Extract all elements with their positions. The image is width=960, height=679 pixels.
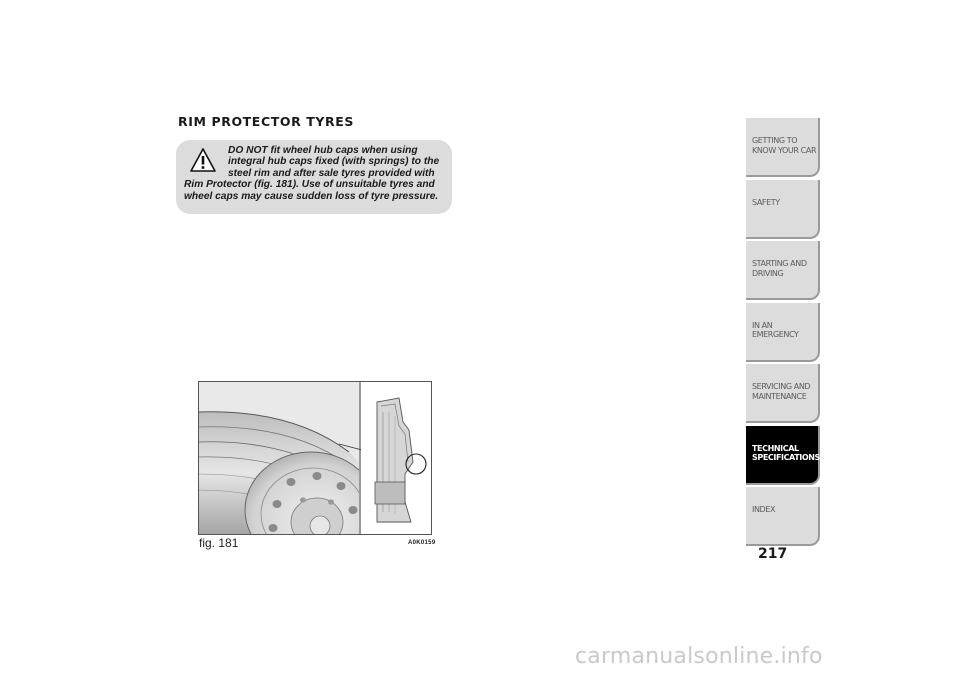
tab-in-an-emergency[interactable]: IN AN EMERGENCY: [746, 303, 820, 362]
tab-safety[interactable]: SAFETY: [746, 180, 820, 239]
watermark-text: carmanualsonline.info: [575, 644, 823, 669]
warning-text: [184, 145, 446, 202]
tyre-illustration: [199, 382, 431, 534]
figure-code: A0K0159: [408, 540, 436, 546]
tab-index[interactable]: INDEX: [746, 487, 820, 546]
section-heading: RIM PROTECTOR TYRES: [178, 114, 354, 129]
tab-technical-specifications[interactable]: TECHNICAL SPECIFICATIONS: [746, 426, 820, 485]
tab-servicing-and-maintenance[interactable]: SERVICING AND MAINTENANCE: [746, 364, 820, 423]
warning-lead: DO NOT: [228, 145, 268, 156]
tab-getting-to-know-your-car[interactable]: GETTING TO KNOW YOUR CAR: [746, 118, 820, 177]
chapter-tabs: [746, 118, 820, 549]
tab-starting-and-driving[interactable]: STARTING AND DRIVING: [746, 241, 820, 300]
figure-caption: fig. 181: [199, 536, 239, 550]
warning-box: [176, 140, 452, 214]
page-number: 217: [758, 546, 788, 562]
warning-body: fit wheel hub caps when using integral hub caps fixed (with springs) to the steel rim and after sale tyres provided with Rim Protector (fig. 181). Use of unsuitable tyres and wheel caps may cause sudden loss of tyre pressure.: [184, 145, 440, 202]
figure-rim-protector: [198, 381, 432, 535]
